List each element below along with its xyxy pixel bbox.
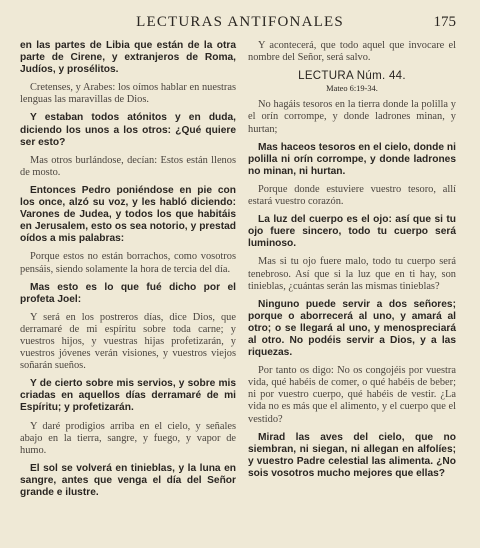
verse: Ninguno puede servir a dos señores; porque o aborrecerá al uno, y amará al otro; o se llegará al uno, y menospreciará al otro. No podéis servir a Dios, y a las riquezas. [248, 298, 456, 359]
verse: Y será en los postreros días, dice Dios, que derramaré de mi espíritu sobre toda carne; y vuestros hijos, y vuestras hijas profetizarán, y vuestros jóvenes verán visiones, y vuestros viejos soñarán sueños. [20, 311, 236, 372]
running-header [0, 14, 480, 34]
right-column [248, 40, 456, 486]
verse: Y daré prodigios arriba en el cielo, y señales abajo en la tierra, sangre, y fuego, y vapor de humo. [20, 420, 236, 456]
scripture-reference: Mateo 6:19-34. [326, 84, 378, 94]
page-number: 175 [433, 14, 456, 30]
verse: La luz del cuerpo es el ojo: así que si tu ojo fuere sincero, todo tu cuerpo será luminoso. [248, 214, 456, 250]
reading-title: LECTURA Núm. 44. [298, 70, 406, 83]
verse: Mas otros burlándose, decían: Estos están llenos de mosto. [20, 154, 236, 178]
verse: Mas haceos tesoros en el cielo, donde ni polilla ni orín corrompe, y donde ladrones no minan, ni hurtan. [248, 141, 456, 177]
verse: Entonces Pedro poniéndose en pie con los once, alzó su voz, y les habló diciendo: Varones de Judea, y todos los que habitáis en Jerusalem, esto os sea notorio, y prestad oídos a mis palabras: [20, 184, 236, 245]
verse: No hagáis tesoros en la tierra donde la polilla y el orín corrompe, y donde ladrones minan, y hurtan; [248, 99, 456, 135]
verse: Y acontecerá, que todo aquel que invocare el nombre del Señor, será salvo. [248, 40, 456, 64]
verse: Y estaban todos atónitos y en duda, diciendo los unos a los otros: ¿Qué quiere ser esto? [20, 112, 236, 148]
verse: Porque estos no están borrachos, como vosotros pensáis, siendo solamente la hora de tercia del día. [20, 251, 236, 275]
running-title: LECTURAS ANTIFONALES [136, 14, 344, 30]
verse: Y de cierto sobre mis servios, y sobre mis criadas en aquellos días derramaré de mi Espíritu; y profetizarán. [20, 378, 236, 414]
verse: Mas esto es lo que fué dicho por el profeta Joel: [20, 281, 236, 305]
verse: El sol se volverá en tinieblas, y la luna en sangre, antes que venga el día del Señor grande e ilustre. [20, 462, 236, 498]
verse: Cretenses, y Arabes: los oímos hablar en nuestras lenguas las maravillas de Dios. [20, 82, 236, 106]
verse: en las partes de Libia que están de la otra parte de Cirene, y extranjeros de Roma, Judíos, y prosélitos. [20, 40, 236, 76]
left-column [20, 40, 236, 505]
verse: Por tanto os digo: No os congojéis por vuestra vida, qué habéis de comer, o qué habéis de beber; ni por vuestro cuerpo, qué habéis de vestir. ¿La vida no es más que el alimento, y el cuerpo que el vestido? [248, 365, 456, 425]
verse: Mas si tu ojo fuere malo, todo tu cuerpo será tenebroso. Así que si la luz que en ti hay, son tinieblas, ¿cuántas serán las mismas tinieblas? [248, 256, 456, 292]
verse: Porque donde estuviere vuestro tesoro, allí estará vuestro corazón. [248, 183, 456, 208]
verse: Mirad las aves del cielo, que no siembran, ni siegan, ni allegan en alfolíes; y vuestro Padre celestial las alimenta. ¿No sois vosotros mucho mejores que ellas? [248, 431, 456, 479]
